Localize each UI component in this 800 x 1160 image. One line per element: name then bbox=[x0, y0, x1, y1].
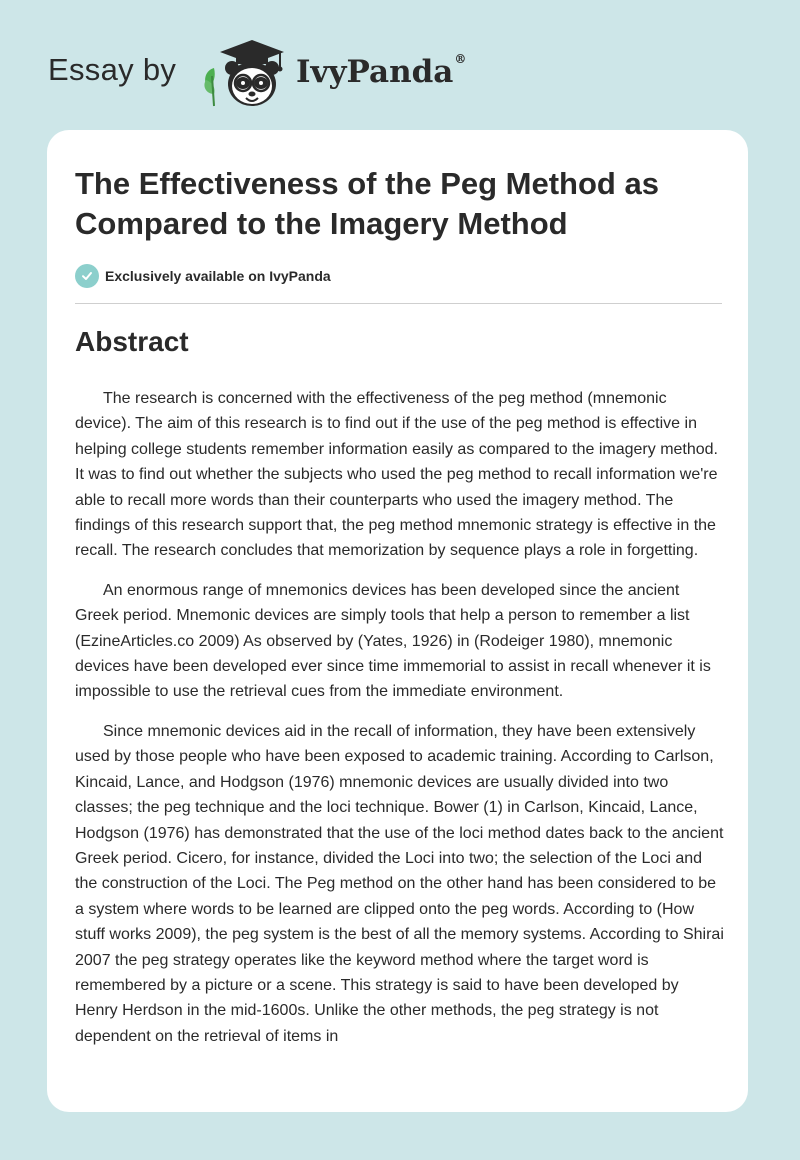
site-header bbox=[48, 34, 648, 114]
exclusive-label: Exclusively available on IvyPanda bbox=[105, 268, 331, 284]
brand-name-text: IvyPanda bbox=[296, 54, 454, 90]
brand-name[interactable] bbox=[296, 54, 466, 90]
panda-graduate-icon[interactable] bbox=[200, 36, 292, 112]
essay-body bbox=[75, 386, 725, 1063]
essay-card bbox=[47, 130, 748, 1112]
paragraph: An enormous range of mnemonics devices has been developed since the ancient Greek period. Mnemonic devices are simply tools that help a person to remember a list (EzineArticles.co 2009) As observed by (Yates, 1926) in (Rodeiger 1980), mnemonic devices have been developed ever since time immemorial to assist in recall whenever it is impossible to use the retrieval cues from the immediate environment. bbox=[75, 581, 711, 701]
registered-mark: ® bbox=[454, 52, 467, 66]
paragraph: Since mnemonic devices aid in the recall of information, they have been extensively used by those people who have been exposed to academic training. According to Carlson, Kincaid, Lance, and Hodgson (1976) mnemonic devices are usually divided into two classes; the peg technique and the loci technique. Bower (1) in Carlson, Kincaid, Lance, Hodgson (1976) has demonstrated that the use of the loci method dates back to the ancient Greek period. Cicero, for instance, divided the Loci into two; the selection of the Loci and the construction of the Loci. The Peg method on the other hand has been considered to be a system where words to be learned are clipped onto the peg words. According to (How stuff works 2009), the peg system is the best of all the memory systems. According to Shirai 2007 the peg strategy operates like the keyword method where the target word is remembered by a picture or a scene. This strategy is said to have been developed by Henry Herdson in the mid-1600s. Unlike the other methods, the peg strategy is not dependent on the retrieval of items in bbox=[75, 722, 724, 1045]
section-heading: Abstract bbox=[75, 326, 189, 357]
paragraph: The research is concerned with the effectiveness of the peg method (mnemonic device). The aim of this research is to find out if the use of the peg method is effective in helping college students remember information easily as compared to the imagery method. It was to find out whether the subjects who used the peg method to recall information we're able to recall more words than their counterparts who used the imagery method. The findings of this research support that, the peg method mnemonic strategy is effective in the recall. The research concludes that memorization by sequence plays a role in forgetting. bbox=[75, 390, 718, 560]
divider bbox=[75, 303, 722, 304]
essay-title: The Effectiveness of the Peg Method as Compared to the Imagery Method bbox=[75, 166, 659, 241]
essay-by-label: Essay by bbox=[48, 52, 177, 87]
exclusive-badge bbox=[75, 263, 331, 289]
check-icon bbox=[75, 264, 99, 288]
